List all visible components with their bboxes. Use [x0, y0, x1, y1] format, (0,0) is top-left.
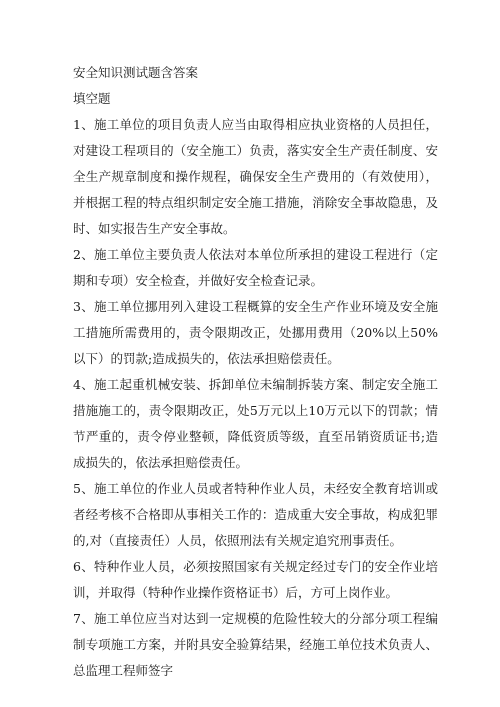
document-body — [73, 60, 438, 684]
document-title: 安全知识测试题含答案 — [73, 65, 199, 80]
question-2: 2、施工单位主要负责人依法对本单位所承担的建设工程进行（定期和专项）安全检查，并做好安全检查记录。 — [73, 247, 438, 288]
question-4: 4、施工起重机械安装、拆卸单位未编制拆装方案、制定安全施工措施施工的，责令限期改正，处5万元以上10万元以下的罚款；情节严重的，责令停业整顿，降低资质等级，直至吊销资质证书;造成损失的，依法承担赔偿责任。 — [73, 377, 438, 470]
question-7: 7、施工单位应当对达到一定规模的危险性较大的分部分项工程编制专项施工方案，并附具安全验算结果，经施工单位技术负责人、总监理工程师签字 — [73, 611, 438, 678]
question-6: 6、特种作业人员，必须按照国家有关规定经过专门的安全作业培训，并取得（特种作业操作资格证书）后，方可上岗作业。 — [73, 559, 438, 600]
question-3: 3、施工单位挪用列入建设工程概算的安全生产作业环境及安全施工措施所需费用的，责令限期改正，处挪用费用（20%以上50%以下）的罚款;造成损失的，依法承担赔偿责任。 — [73, 299, 438, 366]
question-5: 5、施工单位的作业人员或者特种作业人员，未经安全教育培训或者经考核不合格即从事相关工作的：造成重大安全事故，构成犯罪的,对（直接责任）人员，依照刑法有关规定追究刑事责任。 — [73, 481, 438, 548]
question-1: 1、施工单位的项目负责人应当由取得相应执业资格的人员担任，对建设工程项目的（安全施工）负责，落实安全生产责任制度、安全生产规章制度和操作规程，确保安全生产费用的（有效使用），并根据工程的特点组织制定安全施工措施，消除安全事故隐患，及时、如实报告生产安全事故。 — [73, 117, 438, 236]
section-heading-fill-in-blank: 填空题 — [73, 91, 111, 106]
